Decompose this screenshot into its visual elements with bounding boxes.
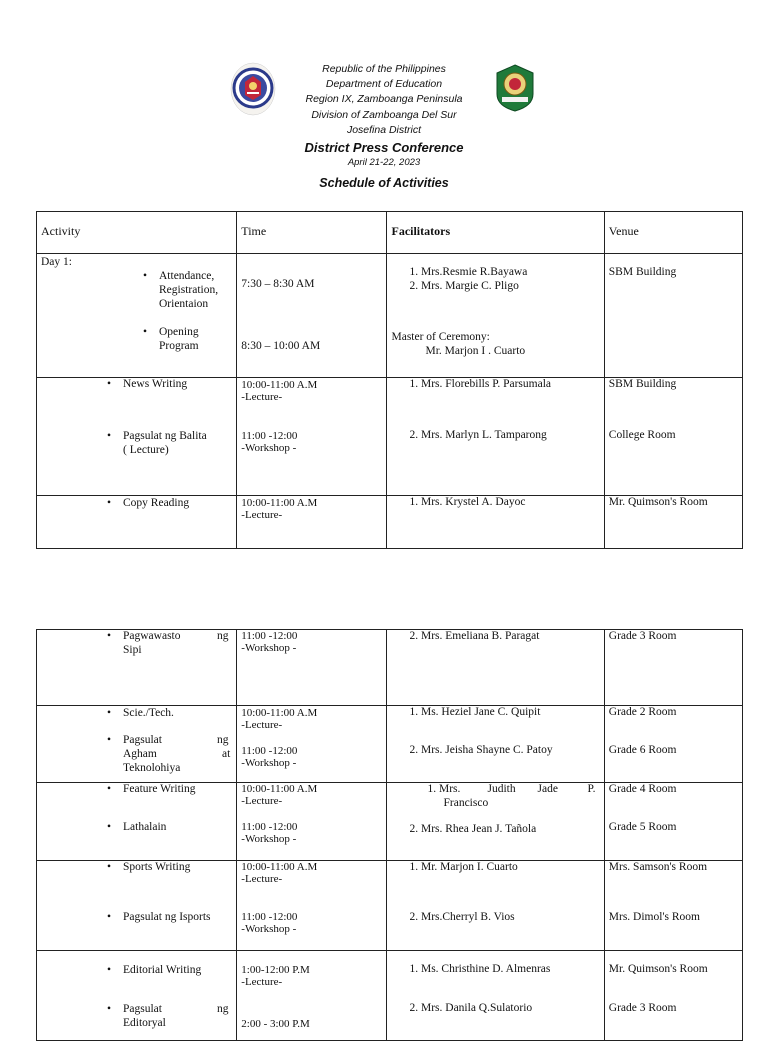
facilitator-part: P. bbox=[587, 783, 596, 795]
activity-item-cont: ng bbox=[217, 630, 229, 642]
time-slot: 11:00 -12:00 bbox=[241, 630, 298, 642]
activity-item: • News Writing bbox=[123, 378, 187, 390]
time-slot-note: -Workshop - bbox=[241, 442, 297, 454]
facilitator: 2. Mrs. Danila Q.Sulatorio bbox=[409, 1002, 533, 1014]
document-subtitle: Schedule of Activities bbox=[319, 176, 449, 191]
facilitator: 1. Mrs.Resmie R.Bayawa bbox=[409, 266, 528, 278]
facilitator: 1. Ms. Christhine D. Almenras bbox=[409, 963, 551, 975]
header-time: Time bbox=[241, 224, 267, 238]
time-slot-note: -Workshop - bbox=[241, 923, 297, 935]
time-slot: 10:00-11:00 A.M bbox=[241, 707, 318, 719]
table-header-row bbox=[37, 212, 743, 254]
header-line-1: Republic of the Philippines bbox=[322, 63, 446, 75]
time-slot-note: -Workshop - bbox=[241, 642, 297, 654]
time-slot-note: -Lecture- bbox=[241, 391, 283, 403]
activity-item-cont: ng bbox=[217, 734, 229, 746]
facilitator: 1. Mrs. Florebills P. Parsumala bbox=[409, 378, 551, 390]
document-title: District Press Conference bbox=[304, 140, 464, 156]
venue: Grade 2 Room bbox=[608, 706, 677, 718]
table-row bbox=[37, 951, 743, 1041]
venue: Grade 5 Room bbox=[608, 821, 677, 833]
venue: Mr. Quimson's Room bbox=[608, 963, 708, 975]
facilitator: 2. Mrs. Jeisha Shayne C. Patoy bbox=[409, 744, 553, 756]
time-slot-note: -Lecture- bbox=[241, 873, 283, 885]
facilitator: 2. Mrs. Marlyn L. Tamparong bbox=[409, 429, 547, 441]
activity-item-cont: Agham bbox=[123, 748, 157, 760]
table-row bbox=[37, 861, 743, 951]
time-slot: 2:00 - 3:00 P.M bbox=[241, 1018, 310, 1030]
activity-item-cont: at bbox=[222, 748, 231, 760]
table-row bbox=[37, 783, 743, 861]
mc-label: Master of Ceremony: bbox=[391, 331, 490, 343]
time-slot-note: -Lecture- bbox=[241, 509, 283, 521]
venue: SBM Building bbox=[608, 378, 677, 390]
day-label: Day 1: bbox=[41, 256, 72, 268]
schedule-table-2 bbox=[36, 629, 743, 1041]
facilitator: 2. Mrs. Margie C. Pligo bbox=[409, 280, 519, 292]
activity-item-cont: Sipi bbox=[123, 644, 142, 656]
venue: Mrs. Samson's Room bbox=[608, 861, 708, 873]
header-facilitators: Facilitators bbox=[391, 224, 451, 238]
document-header bbox=[0, 62, 768, 192]
activity-item: • Attendance, bbox=[159, 270, 214, 282]
time-slot: 11:00 -12:00 bbox=[241, 430, 298, 442]
activity-item: • Pagsulat ng Balita bbox=[123, 430, 207, 442]
header-line-4: Division of Zamboanga Del Sur bbox=[311, 108, 457, 121]
table-row bbox=[37, 378, 743, 496]
activity-item: • Lathalain bbox=[123, 821, 166, 833]
activity-item: • Scie./Tech. bbox=[123, 707, 174, 719]
time-slot: 8:30 – 10:00 AM bbox=[241, 340, 321, 352]
activity-item-cont: Registration, bbox=[159, 284, 219, 296]
header-line-3: Region IX, Zamboanga Peninsula bbox=[305, 93, 463, 106]
table-row bbox=[37, 706, 743, 783]
venue: SBM Building bbox=[608, 266, 677, 278]
activity-item: • Sports Writing bbox=[123, 861, 190, 873]
time-slot-note: -Workshop - bbox=[241, 833, 297, 845]
time-slot: 10:00-11:00 A.M bbox=[241, 497, 318, 509]
table-row bbox=[37, 630, 743, 706]
header-venue: Venue bbox=[608, 224, 639, 238]
activity-item-cont: Program bbox=[159, 340, 199, 352]
activity-item: • Opening bbox=[159, 326, 199, 338]
activity-item-cont: ( Lecture) bbox=[123, 444, 169, 456]
venue: Mr. Quimson's Room bbox=[608, 496, 708, 508]
table-row bbox=[37, 496, 743, 549]
time-slot: 11:00 -12:00 bbox=[241, 821, 298, 833]
header-activity: Activity bbox=[41, 224, 81, 238]
time-slot: 11:00 -12:00 bbox=[241, 911, 298, 923]
facilitator-part: Jade bbox=[537, 783, 558, 795]
venue: Grade 3 Room bbox=[608, 1002, 677, 1014]
activity-item-cont: Editoryal bbox=[123, 1017, 166, 1029]
facilitator: 2. Mrs.Cherryl B. Vios bbox=[409, 911, 515, 923]
header-line-2: Department of Education bbox=[325, 78, 443, 91]
time-slot-note: -Lecture- bbox=[241, 719, 283, 731]
facilitator-part: Judith bbox=[487, 783, 516, 795]
mc-name: Mr. Marjon I . Cuarto bbox=[425, 345, 526, 357]
time-slot-note: -Lecture- bbox=[241, 976, 283, 988]
time-slot-note: -Lecture- bbox=[241, 795, 283, 807]
activity-item: • Feature Writing bbox=[123, 783, 195, 795]
facilitator-part: Francisco bbox=[443, 797, 489, 809]
activity-item-cont: Teknolohiya bbox=[123, 762, 181, 774]
time-slot: 10:00-11:00 A.M bbox=[241, 783, 318, 795]
activity-item: • Pagsulat ng Isports bbox=[123, 911, 211, 923]
venue: Grade 3 Room bbox=[608, 630, 677, 642]
header-line-5: Josefina District bbox=[346, 123, 422, 136]
activity-item: • Editorial Writing bbox=[123, 964, 201, 976]
schedule-table-1 bbox=[36, 211, 743, 549]
facilitator: 1. Mrs. bbox=[427, 783, 461, 795]
venue: Mrs. Dimol's Room bbox=[608, 911, 700, 923]
venue: Grade 6 Room bbox=[608, 744, 677, 756]
time-slot: 10:00-11:00 A.M bbox=[241, 379, 318, 391]
activity-item: • Pagsulat bbox=[123, 734, 162, 746]
activity-item-cont: Orientaion bbox=[159, 298, 209, 310]
facilitator: 2. Mrs. Emeliana B. Paragat bbox=[409, 630, 540, 642]
time-slot: 1:00-12:00 P.M bbox=[241, 964, 310, 976]
facilitator: 1. Mr. Marjon I. Cuarto bbox=[409, 861, 518, 873]
activity-item-cont: ng bbox=[217, 1003, 229, 1015]
time-slot: 7:30 – 8:30 AM bbox=[241, 278, 315, 290]
facilitator: 1. Ms. Heziel Jane C. Quipit bbox=[409, 706, 541, 718]
facilitator: 2. Mrs. Rhea Jean J. Tañola bbox=[409, 823, 537, 835]
document-date: April 21-22, 2023 bbox=[347, 157, 421, 169]
time-slot-note: -Workshop - bbox=[241, 757, 297, 769]
venue: College Room bbox=[608, 429, 676, 441]
activity-item: • Pagwawasto bbox=[123, 630, 181, 642]
activity-item: • Pagsulat bbox=[123, 1003, 162, 1015]
table-row bbox=[37, 254, 743, 378]
activity-item: • Copy Reading bbox=[123, 497, 189, 509]
venue: Grade 4 Room bbox=[608, 783, 677, 795]
facilitator: 1. Mrs. Krystel A. Dayoc bbox=[409, 496, 526, 508]
time-slot: 11:00 -12:00 bbox=[241, 745, 298, 757]
time-slot: 10:00-11:00 A.M bbox=[241, 861, 318, 873]
